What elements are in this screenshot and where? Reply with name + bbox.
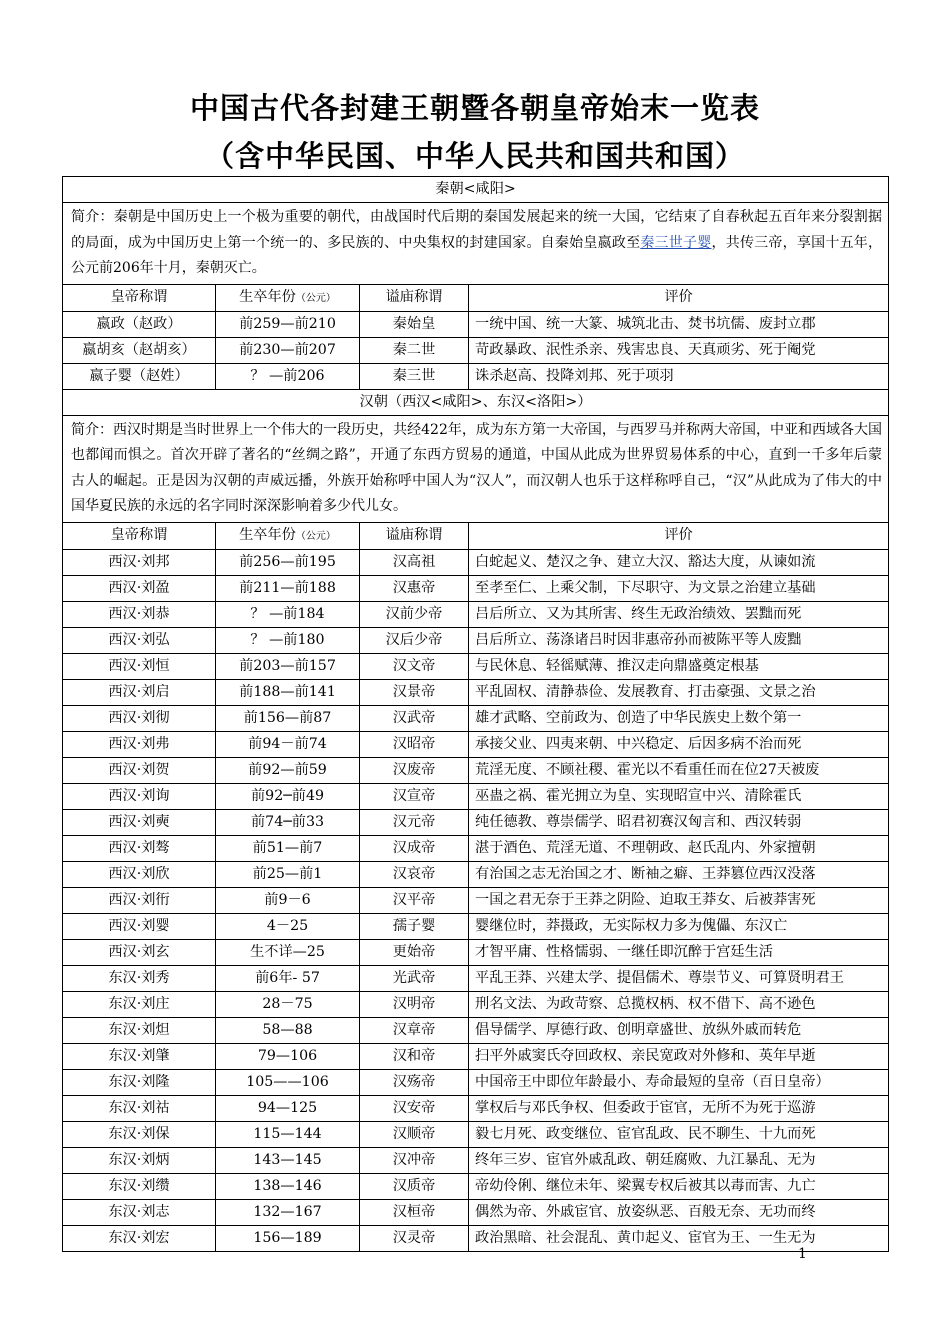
table-row [63,861,889,887]
temple-name: 秦三世 [360,363,469,389]
emperor-name: 东汉·刘庄 [63,991,216,1017]
emperor-years: 前230—前207 [216,337,360,363]
page-subtitle: （含中华民国、中华人民共和国共和国） [204,139,745,173]
emperor-review: 平乱王莽、兴建太学、提倡儒术、尊崇节义、可算贤明君王 [469,965,889,991]
emperor-years: 前92─前49 [216,783,360,809]
emperor-review: 白蛇起义、楚汉之争、建立大汉、豁达大度，从谏如流 [469,549,889,575]
table-row [63,965,889,991]
header-temple: 谥庙称谓 [360,522,469,549]
table-row [63,1017,889,1043]
emperor-name: 西汉·刘婴 [63,913,216,939]
intro-text: 简介：秦朝是中国历史上一个极为重要的朝代，由战国时代后期的秦国发展起来的统一大国，它结束了自春秋起五百年来分裂割据的局面，成为中国历史上第一个统一的、多民族的、中央集权的封建国家。自秦始皇嬴政至 [71,209,883,251]
temple-name: 汉冲帝 [360,1147,469,1173]
emperor-name: 西汉·刘弗 [63,731,216,757]
temple-name: 汉安帝 [360,1095,469,1121]
emperor-years: ？ —前184 [216,601,360,627]
header-review: 评价 [469,284,889,311]
temple-name: 汉和帝 [360,1043,469,1069]
table-row [63,1121,889,1147]
emperor-review: 与民休息、轻徭赋薄、推汉走向鼎盛奠定根基 [469,653,889,679]
table-row [63,601,889,627]
table-row [63,363,889,389]
emperor-review: 诛杀赵高、投降刘邦、死于项羽 [469,363,889,389]
table-row [63,939,889,965]
table-row [63,1199,889,1225]
table-row [63,549,889,575]
emperor-years: 143—145 [216,1147,360,1173]
table-row [63,653,889,679]
emperor-name: 西汉·刘恒 [63,653,216,679]
page-number: 1 [798,1246,807,1262]
emperor-name: 嬴政（赵政） [63,311,216,337]
emperor-years: 前203—前157 [216,653,360,679]
emperor-review: 有治国之志无治国之才、断袖之癖、王莽篡位西汉没落 [469,861,889,887]
emperor-review: 一统中国、统一大篆、城筑北击、焚书坑儒、废封立郡 [469,311,889,337]
header-row [63,522,889,549]
table-row [63,913,889,939]
table-row [63,1043,889,1069]
emperor-years: 前259—前210 [216,311,360,337]
emperor-name: 东汉·刘秀 [63,965,216,991]
emperor-review: 纯任德教、尊崇儒学、昭君初赛汉匈言和、西汉转弱 [469,809,889,835]
emperor-review: 雄才武略、空前政为、创造了中华民族史上数个第一 [469,705,889,731]
emperor-name: 西汉·刘贺 [63,757,216,783]
emperor-years: 前74─前33 [216,809,360,835]
temple-name: 汉惠帝 [360,575,469,601]
temple-name: 汉殇帝 [360,1069,469,1095]
header-name: 皇帝称谓 [63,284,216,311]
emperor-name: 东汉·刘缵 [63,1173,216,1199]
qin-intro [63,203,889,285]
temple-name: 光武帝 [360,965,469,991]
emperor-review: 至孝至仁、上乘父制，下尽职守、为文景之治建立基础 [469,575,889,601]
intro-link[interactable]: 秦三世子婴 [640,234,712,251]
emperor-years: 115—144 [216,1121,360,1147]
table-row [63,1173,889,1199]
emperor-years: 156—189 [216,1225,360,1251]
temple-name: 汉哀帝 [360,861,469,887]
emperor-years: 4－25 [216,913,360,939]
table-row [63,1095,889,1121]
emperor-name: 嬴子婴（赵姓） [63,363,216,389]
emperor-years: 前6年- 57 [216,965,360,991]
emperor-name: 嬴胡亥（赵胡亥） [63,337,216,363]
emperor-review: 刑名文法、为政苛察、总揽权柄、权不借下、高不逊色 [469,991,889,1017]
emperor-name: 西汉·刘骜 [63,835,216,861]
emperor-review: 才智平庸、性格懦弱、一继任即沉醉于宫廷生活 [469,939,889,965]
emperor-review: 终年三岁、宦官外戚乱政、朝廷腐败、九江暴乱、无为 [469,1147,889,1173]
emperor-review: 偶然为帝、外戚宦官、放姿纵恶、百般无奈、无功而终 [469,1199,889,1225]
emperor-name: 西汉·刘欣 [63,861,216,887]
emperor-name: 西汉·刘恭 [63,601,216,627]
header-years-label: 生卒年份 [239,288,296,305]
temple-name: 汉明帝 [360,991,469,1017]
header-years [216,284,360,311]
emperor-review: 吕后所立、又为其所害、终生无政治绩效、罢黜而死 [469,601,889,627]
temple-name: 孺子婴 [360,913,469,939]
dynasty-row [63,389,889,415]
header-years-unit: （公元） [295,292,336,304]
emperor-review: 湛于酒色、荒淫无道、不理朝政、赵氏乱内、外家擅朝 [469,835,889,861]
temple-name: 汉灵帝 [360,1225,469,1251]
emperor-years: 28－75 [216,991,360,1017]
emperor-review: 婴继位时，莽摄政，无实际权力多为傀儡、东汉亡 [469,913,889,939]
table-row [63,1147,889,1173]
temple-name: 汉后少帝 [360,627,469,653]
temple-name: 汉景帝 [360,679,469,705]
emperor-years: 前156—前87 [216,705,360,731]
table-row [63,809,889,835]
table-row [63,311,889,337]
emperor-years: 79—106 [216,1043,360,1069]
emperor-review: 扫平外戚窦氏夺回政权、亲民宽政对外修和、英年早逝 [469,1043,889,1069]
emperor-review: 巫蛊之祸、霍光拥立为皇、实现昭宣中兴、清除霍氏 [469,783,889,809]
emperor-name: 东汉·刘志 [63,1199,216,1225]
temple-name: 汉成帝 [360,835,469,861]
emperor-years: 前211—前188 [216,575,360,601]
temple-name: 更始帝 [360,939,469,965]
emperor-review: 掌权后与邓氏争权、但委政于宦官，无所不为死于巡游 [469,1095,889,1121]
emperor-name: 东汉·刘宏 [63,1225,216,1251]
emperor-review: 一国之君无奈于王莽之阴险、迫取王莽女、后被莽害死 [469,887,889,913]
dynasty-title: 汉朝（西汉<咸阳>、东汉<洛阳>） [63,389,889,415]
temple-name: 汉武帝 [360,705,469,731]
emperor-name: 东汉·刘炳 [63,1147,216,1173]
emperor-name: 东汉·刘炟 [63,1017,216,1043]
emperor-name: 西汉·刘盈 [63,575,216,601]
emperor-review: 中国帝王中即位年龄最小、寿命最短的皇帝（百日皇帝） [469,1069,889,1095]
table-row [63,705,889,731]
emperor-years: 前9－6 [216,887,360,913]
emperor-years: 105——106 [216,1069,360,1095]
emperor-table [62,176,889,1252]
emperor-name: 东汉·刘隆 [63,1069,216,1095]
intro-row [63,415,889,522]
han-intro: 简介：西汉时期是当时世界上一个伟大的一段历史，共经422年，成为东方第一大帝国，与西罗马并称两大帝国，中亚和西域各大国也都闻而惧之。首次开辟了著名的“丝绸之路”，开通了东西方贸易的通道，中国从此成为世界贸易体系的中心，直到一千多年后蒙古人的崛起。正是因为汉朝的声威远播，外族开始称呼中国人为“汉人”，而汉朝人也乐于这样称呼自己，“汉”从此成为了伟大的中国华夏民族的永远的名字同时深深影响着多少代儿女。 [63,415,889,522]
header-years-unit: （公元） [295,530,336,542]
table-row [63,783,889,809]
temple-name: 汉昭帝 [360,731,469,757]
emperor-review: 政治黑暗、社会混乱、黄巾起义、宦官为王、一生无为 [469,1225,889,1251]
temple-name: 汉顺帝 [360,1121,469,1147]
table-row [63,835,889,861]
header-name: 皇帝称谓 [63,522,216,549]
intro-row [63,203,889,285]
temple-name: 汉平帝 [360,887,469,913]
temple-name: 汉宣帝 [360,783,469,809]
temple-name: 汉前少帝 [360,601,469,627]
emperor-name: 西汉·刘衎 [63,887,216,913]
table-row [63,757,889,783]
header-temple: 谥庙称谓 [360,284,469,311]
temple-name: 汉文帝 [360,653,469,679]
page-title: 中国古代各封建王朝暨各朝皇帝始末一览表 [189,91,760,125]
emperor-years: ？ —前180 [216,627,360,653]
emperor-years: 生不详—25 [216,939,360,965]
temple-name: 汉废帝 [360,757,469,783]
emperor-name: 西汉·刘奭 [63,809,216,835]
table-row [63,731,889,757]
dynasty-row [63,177,889,203]
emperor-years: 前25—前1 [216,861,360,887]
emperor-review: 帝幼伶俐、继位未年、梁翼专权后被其以毒而害、九亡 [469,1173,889,1199]
emperor-review: 平乱固权、清静恭俭、发展教育、打击豪强、文景之治 [469,679,889,705]
emperor-review: 承接父业、四夷来朝、中兴稳定、后因多病不治而死 [469,731,889,757]
emperor-name: 东汉·刘祜 [63,1095,216,1121]
header-row [63,284,889,311]
emperor-review: 倡导儒学、厚德行政、创明章盛世、放纵外戚而转危 [469,1017,889,1043]
table-row [63,627,889,653]
temple-name: 汉质帝 [360,1173,469,1199]
table-row [63,1069,889,1095]
emperor-name: 西汉·刘启 [63,679,216,705]
emperor-years: 前256—前195 [216,549,360,575]
emperor-review: 荒淫无度、不顾社稷、霍光以不看重任而在位27天被废 [469,757,889,783]
table-row [63,575,889,601]
temple-name: 秦始皇 [360,311,469,337]
table-row [63,1225,889,1251]
emperor-review: 苛政暴政、泯性杀亲、残害忠良、天真顽劣、死于阉党 [469,337,889,363]
emperor-years: 94—125 [216,1095,360,1121]
temple-name: 秦二世 [360,337,469,363]
table-row [63,337,889,363]
emperor-years: 132—167 [216,1199,360,1225]
emperor-name: 东汉·刘肇 [63,1043,216,1069]
temple-name: 汉元帝 [360,809,469,835]
emperor-years: 前94－前74 [216,731,360,757]
emperor-name: 西汉·刘彻 [63,705,216,731]
emperor-review: 毅七月死、政变继位、宦官乱政、民不聊生、十九而死 [469,1121,889,1147]
emperor-name: 西汉·刘玄 [63,939,216,965]
intro-text: ，共传三帝，享国十五年，公元前206年十月，秦朝灭亡。 [71,234,883,276]
emperor-years: 前92—前59 [216,757,360,783]
emperor-years: 前188—前141 [216,679,360,705]
header-years-label: 生卒年份 [239,526,296,543]
table-row [63,887,889,913]
emperor-years: 58—88 [216,1017,360,1043]
header-years [216,522,360,549]
emperor-name: 西汉·刘弘 [63,627,216,653]
emperor-name: 东汉·刘保 [63,1121,216,1147]
emperor-name: 西汉·刘邦 [63,549,216,575]
emperor-review: 吕后所立、荡涤诸吕时因非惠帝孙而被陈平等人废黜 [469,627,889,653]
header-review: 评价 [469,522,889,549]
table-row [63,991,889,1017]
table-row [63,679,889,705]
temple-name: 汉桓帝 [360,1199,469,1225]
emperor-years: 138—146 [216,1173,360,1199]
dynasty-title: 秦朝<咸阳> [63,177,889,203]
temple-name: 汉高祖 [360,549,469,575]
emperor-years: 前51—前7 [216,835,360,861]
temple-name: 汉章帝 [360,1017,469,1043]
emperor-years: ？ —前206 [216,363,360,389]
emperor-name: 西汉·刘询 [63,783,216,809]
